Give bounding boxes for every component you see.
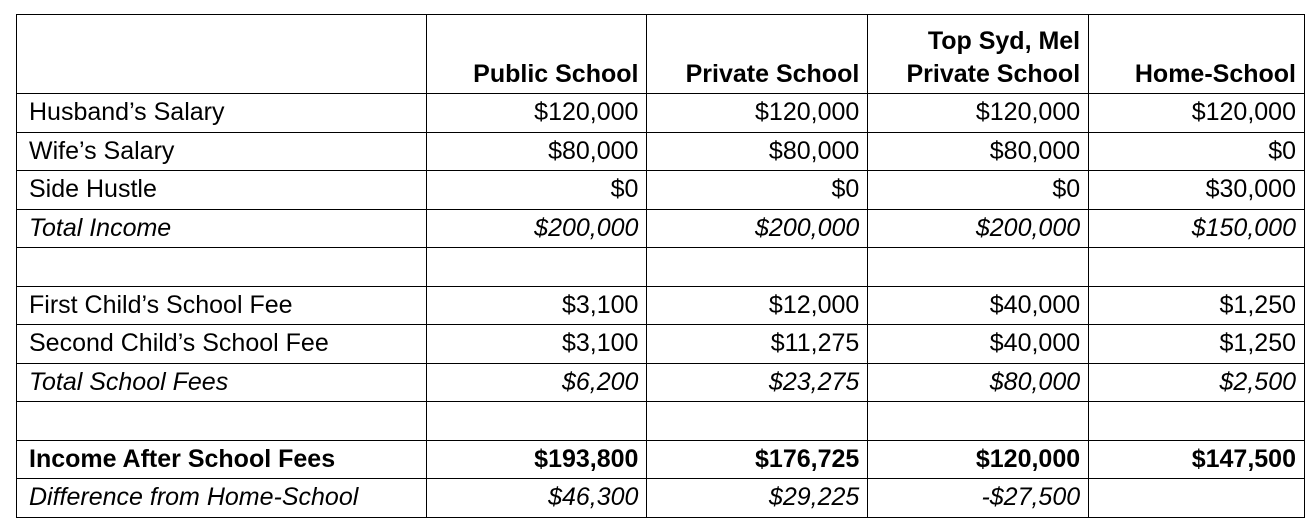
cell-top-private-school: $120,000 [868,94,1089,133]
row-first-child-fee [17,286,1305,325]
cell-home-school: $2,500 [1089,363,1305,402]
spacer-cell [868,402,1089,441]
header-public-school [426,15,647,94]
spacer-cell [17,248,427,287]
cell-home-school: $1,250 [1089,325,1305,364]
cell-public-school: $3,100 [426,325,647,364]
cell-home-school: $30,000 [1089,171,1305,210]
cell-private-school: $23,275 [647,363,868,402]
row-total-school-fees [17,363,1305,402]
row-husbands-salary [17,94,1305,133]
header-label: Home-School [1134,60,1296,88]
cell-top-private-school: $80,000 [868,132,1089,171]
cell-private-school: $0 [647,171,868,210]
spacer-cell [17,402,427,441]
row-label: Husband’s Salary [17,94,427,133]
cell-private-school: $80,000 [647,132,868,171]
spacer-cell [868,248,1089,287]
cell-home-school: $150,000 [1089,209,1305,248]
spacer-cell [426,248,647,287]
cell-private-school: $29,225 [647,479,868,518]
header-label-line-2: Private School [906,60,1081,88]
cell-home-school: $0 [1089,132,1305,171]
cell-top-private-school: -$27,500 [868,479,1089,518]
cell-public-school: $0 [426,171,647,210]
spacer-cell [647,248,868,287]
row-label: Wife’s Salary [17,132,427,171]
header-label-line-1: Top Syd, Mel [927,27,1081,55]
row-total-income [17,209,1305,248]
row-side-hustle [17,171,1305,210]
cell-public-school: $120,000 [426,94,647,133]
cell-public-school: $193,800 [426,440,647,479]
cell-private-school: $11,275 [647,325,868,364]
cell-top-private-school: $120,000 [868,440,1089,479]
header-private-school [647,15,868,94]
spacer-cell [426,402,647,441]
cell-public-school: $80,000 [426,132,647,171]
cell-home-school: $1,250 [1089,286,1305,325]
header-label: Private School [685,60,860,88]
cell-private-school: $12,000 [647,286,868,325]
row-label: Difference from Home-School [17,479,427,518]
spacer-cell [647,402,868,441]
row-income-after-fees [17,440,1305,479]
cell-public-school: $3,100 [426,286,647,325]
header-row [17,15,1305,94]
cell-home-school [1089,479,1305,518]
header-home-school [1089,15,1305,94]
spacer-cell [1089,402,1305,441]
row-second-child-fee [17,325,1305,364]
spacer-cell [1089,248,1305,287]
row-label: Total School Fees [17,363,427,402]
cell-private-school: $120,000 [647,94,868,133]
cell-private-school: $176,725 [647,440,868,479]
row-label: Income After School Fees [17,440,427,479]
row-label: Total Income [17,209,427,248]
row-wifes-salary [17,132,1305,171]
row-label: Second Child’s School Fee [17,325,427,364]
row-label: First Child’s School Fee [17,286,427,325]
cell-public-school: $200,000 [426,209,647,248]
school-cost-comparison-table [16,14,1305,518]
cell-home-school: $120,000 [1089,94,1305,133]
header-top-private-school [868,15,1089,94]
cell-top-private-school: $0 [868,171,1089,210]
row-spacer [17,248,1305,287]
cell-public-school: $6,200 [426,363,647,402]
cell-private-school: $200,000 [647,209,868,248]
row-label: Side Hustle [17,171,427,210]
cell-public-school: $46,300 [426,479,647,518]
cell-top-private-school: $200,000 [868,209,1089,248]
cell-home-school: $147,500 [1089,440,1305,479]
cell-top-private-school: $40,000 [868,286,1089,325]
row-difference-from-home-school [17,479,1305,518]
row-spacer [17,402,1305,441]
header-label: Public School [473,60,639,88]
header-corner-cell [17,15,427,94]
cell-top-private-school: $40,000 [868,325,1089,364]
cell-top-private-school: $80,000 [868,363,1089,402]
